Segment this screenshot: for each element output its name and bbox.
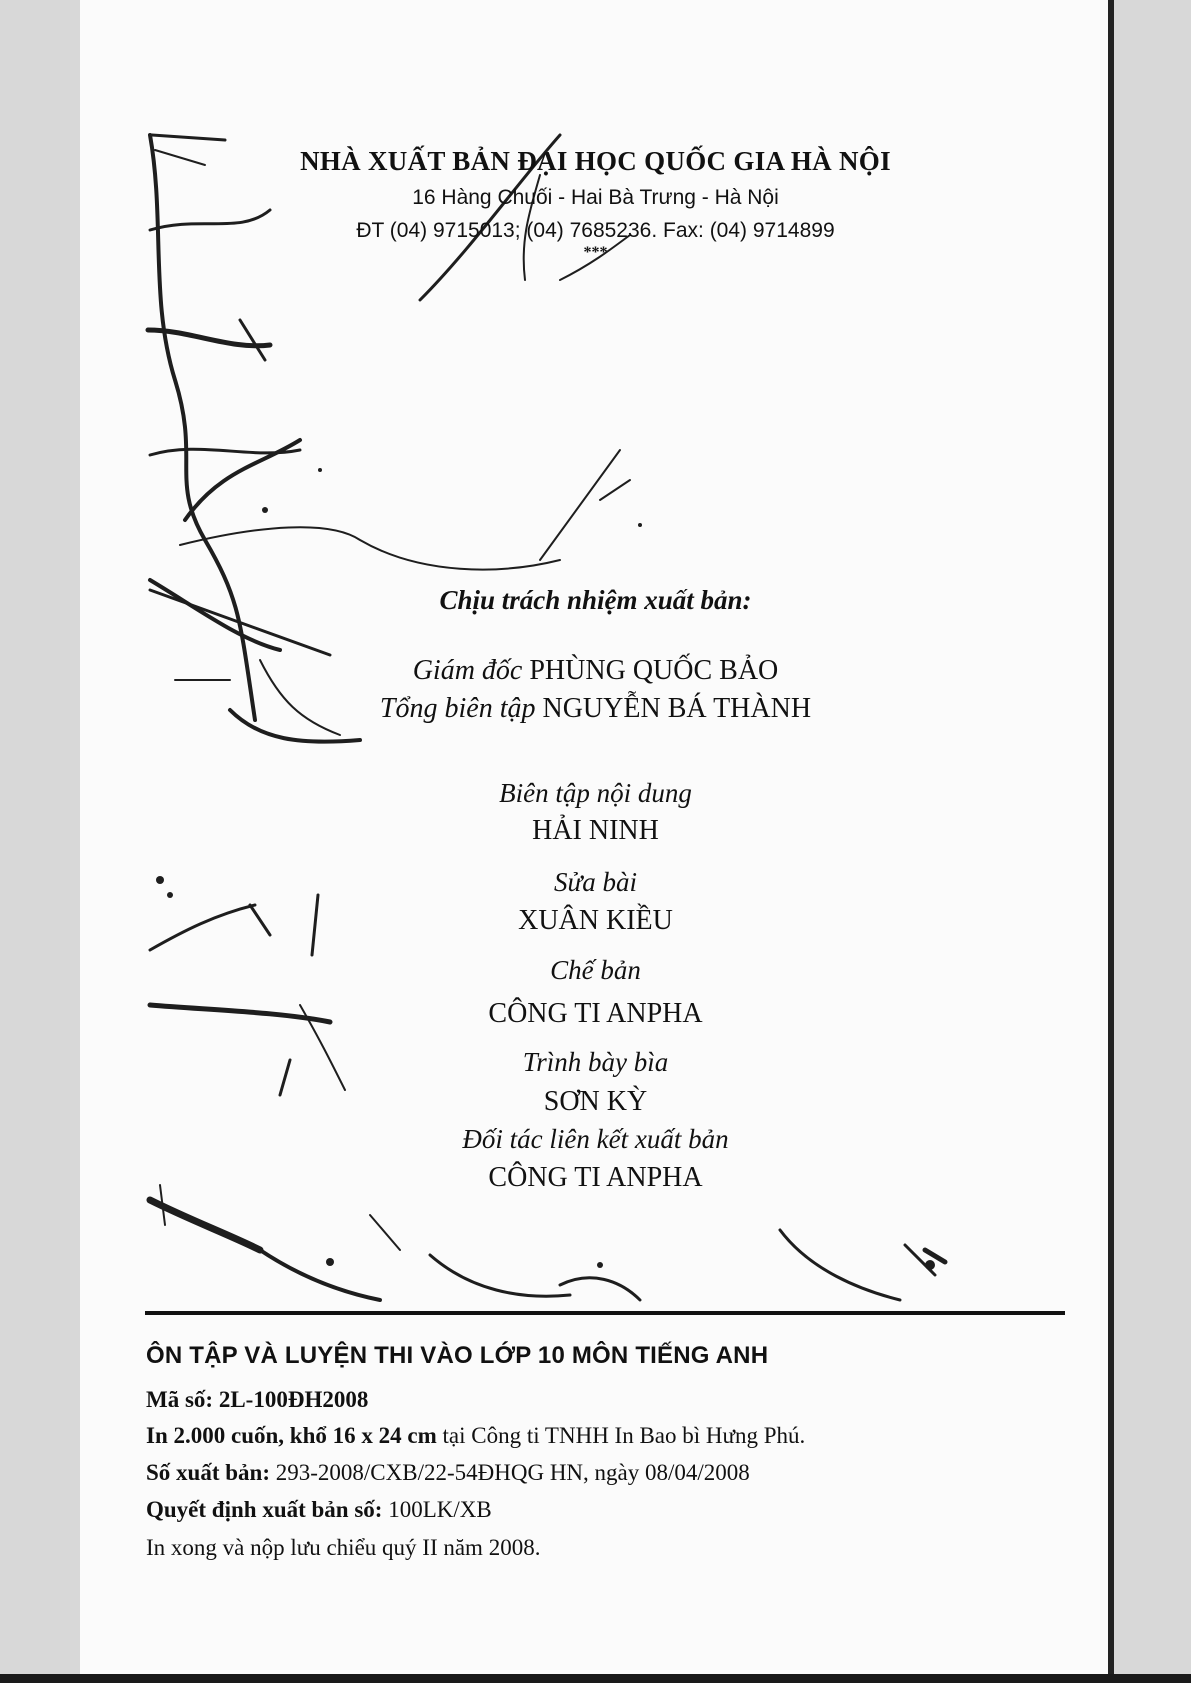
code-value: 2L-100ĐH2008	[218, 1387, 369, 1412]
credit-role: Sửa bài	[554, 867, 637, 897]
code-line	[146, 1387, 368, 1413]
scan-bottom-edge	[0, 1674, 1191, 1683]
print-label: In 2.000 cuốn, khổ 16 x 24 cm	[146, 1423, 437, 1448]
chief-editor-name: NGUYỄN BÁ THÀNH	[542, 693, 812, 724]
director-line	[0, 655, 1191, 687]
credit-role: Đối tác liên kết xuất bản	[462, 1124, 729, 1154]
registration-label: Số xuất bản:	[146, 1460, 270, 1485]
chief-editor-role: Tổng biên tập	[379, 693, 536, 724]
print-line	[146, 1423, 805, 1449]
print-rest: tại Công ti TNHH In Bao bì Hưng Phú.	[442, 1423, 806, 1448]
publisher-address: 16 Hàng Chuối - Hai Bà Trưng - Hà Nội	[412, 186, 779, 209]
credit-role: Trình bày bìa	[522, 1047, 669, 1077]
credit-name: CÔNG TI ANPHA	[488, 998, 703, 1029]
credit-name: CÔNG TI ANPHA	[488, 1162, 703, 1193]
decision-line	[146, 1497, 492, 1523]
director-name: PHÙNG QUỐC BẢO	[529, 655, 779, 686]
credit-role: Biên tập nội dung	[499, 778, 692, 808]
decision-value: 100LK/XB	[388, 1497, 492, 1522]
registration-line	[146, 1460, 750, 1486]
responsibility-heading: Chịu trách nhiệm xuất bản:	[439, 585, 752, 615]
decision-label: Quyết định xuất bản số:	[146, 1497, 383, 1522]
book-title: ÔN TẬP VÀ LUYỆN THI VÀO LỚP 10 MÔN TIẾNG ANH	[146, 1342, 769, 1369]
credit-name: XUÂN KIỀU	[518, 905, 673, 936]
credit-name: SƠN KỲ	[543, 1086, 648, 1117]
credit-name: HẢI NINH	[532, 815, 659, 846]
publisher-contact: ĐT (04) 9715013; (04) 7685236. Fax: (04) 9714899	[356, 219, 835, 242]
director-role: Giám đốc	[412, 655, 523, 686]
registration-value: 293-2008/CXB/22-54ĐHQG HN, ngày 08/04/2008	[275, 1460, 750, 1485]
chief-editor-line	[0, 693, 1191, 725]
publisher-name: NHÀ XUẤT BẢN ĐẠI HỌC QUỐC GIA HÀ NỘI	[300, 146, 891, 176]
deposit-line: In xong và nộp lưu chiểu quý II năm 2008.	[146, 1535, 541, 1560]
colophon-divider	[145, 1311, 1065, 1315]
separator-stars: ***	[583, 244, 608, 261]
code-label: Mã số:	[146, 1387, 214, 1412]
credit-role: Chế bản	[550, 955, 641, 985]
